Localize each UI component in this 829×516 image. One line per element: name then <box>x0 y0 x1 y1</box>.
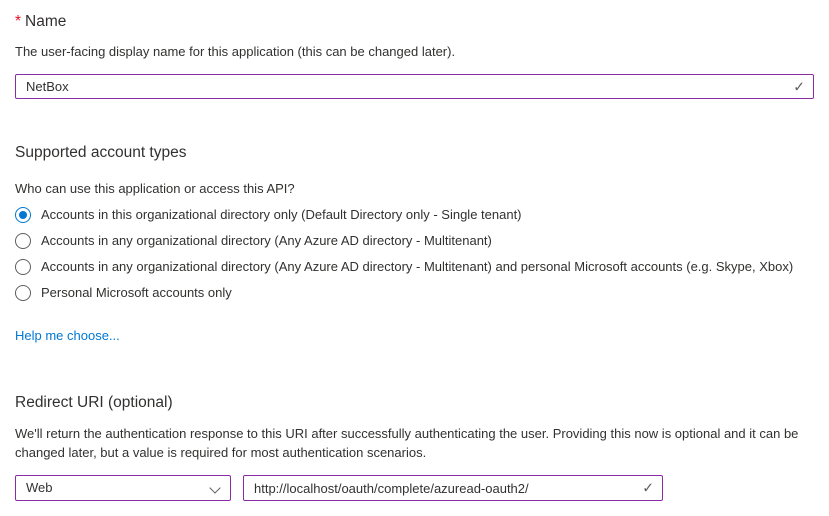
redirect-uri-input[interactable] <box>243 475 663 501</box>
radio-option-label: Personal Microsoft accounts only <box>41 285 232 300</box>
uri-input-container <box>243 475 663 501</box>
name-label-text: Name <box>25 13 67 30</box>
name-input[interactable] <box>15 74 814 99</box>
radio-option-label: Accounts in any organizational directory (Any Azure AD directory - Multitenant) and personal Microsoft accounts (e.g. Skype, Xbox) <box>41 259 794 274</box>
radio-option[interactable] <box>15 254 814 280</box>
redirect-uri-heading: Redirect URI (optional) <box>15 394 173 411</box>
radio-option[interactable] <box>15 280 814 306</box>
name-field-label <box>15 12 814 32</box>
name-field-description: The user-facing display name for this application (this can be changed later). <box>15 44 456 59</box>
radio-option[interactable] <box>15 228 814 254</box>
radio-button-icon <box>15 259 31 275</box>
app-registration-form <box>0 12 829 501</box>
checkmark-icon: ✓ <box>642 479 654 496</box>
account-types-question: Who can use this application or access this API? <box>15 181 295 196</box>
platform-select[interactable] <box>15 475 231 501</box>
chevron-down-icon <box>209 482 220 493</box>
account-types-radio-group <box>15 202 814 306</box>
radio-option[interactable] <box>15 202 814 228</box>
radio-button-icon <box>15 233 31 249</box>
help-me-choose-link[interactable]: Help me choose... <box>15 328 120 343</box>
redirect-uri-row <box>15 475 814 501</box>
redirect-uri-description: We'll return the authentication response to this URI after successfully authenticating the user. Providing this now is optional and it can be changed later, but a value is required for most authentication scenarios. <box>15 426 799 460</box>
account-types-heading: Supported account types <box>15 144 187 161</box>
platform-select-value: Web <box>26 480 53 495</box>
checkmark-icon: ✓ <box>793 78 805 94</box>
radio-option-label: Accounts in any organizational directory (Any Azure AD directory - Multitenant) <box>41 233 492 248</box>
radio-button-icon <box>15 207 31 223</box>
name-input-container <box>15 74 814 99</box>
radio-option-label: Accounts in this organizational directory only (Default Directory only - Single tenant) <box>41 207 522 222</box>
radio-button-icon <box>15 285 31 301</box>
required-asterisk: * <box>15 13 22 30</box>
